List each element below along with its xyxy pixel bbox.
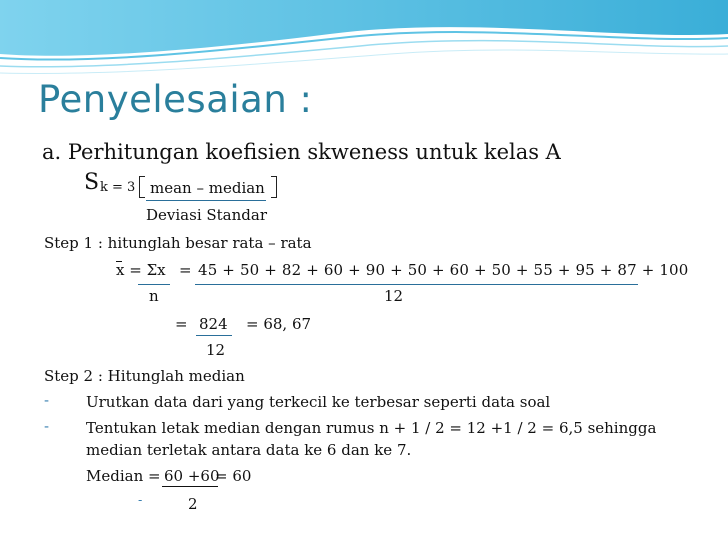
step1-mean-symbol: x = Σx	[116, 261, 166, 279]
formula-denominator: Deviasi Standar	[146, 206, 268, 224]
formula-fraction-rule	[146, 200, 266, 201]
median-result: = 60	[215, 467, 252, 485]
step1-sum-fraction-rule	[195, 284, 638, 285]
step2-bullet-2-line-1: Tentukan letak median dengan rumus n + 1 / 2 = 12 +1 / 2 = 6,5 sehingga	[86, 419, 657, 437]
slide-title: Penyelesaian :	[38, 78, 313, 121]
formula-numerator: mean – median	[150, 179, 265, 197]
formula-k-equals: k = 3	[100, 180, 136, 195]
step1-result-denominator: 12	[206, 341, 226, 359]
median-fraction-rule	[162, 486, 218, 487]
step1-sum-expression: 45 + 50 + 82 + 60 + 90 + 50 + 60 + 50 + 55 + 95 + 87 + 100	[198, 261, 689, 279]
median-numerator: 60 +60	[164, 467, 220, 485]
formula-left-bracket	[139, 176, 145, 198]
step1-result-fraction-rule	[196, 335, 232, 336]
bullet-marker: -	[44, 419, 50, 435]
step2-label: Step 2 : Hitunglah median	[44, 367, 245, 385]
step1-n: n	[149, 287, 159, 305]
median-minor-mark: -	[138, 493, 143, 507]
formula-right-bracket	[271, 176, 277, 198]
step1-result-equals: =	[175, 315, 188, 333]
step1-label: Step 1 : hitunglah besar rata – rata	[44, 234, 312, 252]
formula-s-letter: S	[84, 170, 100, 195]
step2-bullet-1: Urutkan data dari yang terkecil ke terbesar seperti data soal	[86, 393, 551, 411]
step1-xbar-fraction-rule	[138, 284, 170, 285]
bullet-marker: -	[44, 393, 50, 409]
step1-result-numerator: 824	[199, 315, 228, 333]
step1-denominator: 12	[384, 287, 404, 305]
header-wave-decoration	[0, 0, 728, 80]
step1-result-value: = 68, 67	[246, 315, 312, 333]
section-heading: a. Perhitungan koefisien skweness untuk kelas A	[42, 140, 561, 164]
step1-equals: =	[179, 261, 192, 279]
median-denominator: 2	[188, 495, 198, 513]
step2-bullet-2-line-2: median terletak antara data ke 6 dan ke 7.	[86, 441, 412, 459]
median-label: Median =	[86, 467, 161, 485]
